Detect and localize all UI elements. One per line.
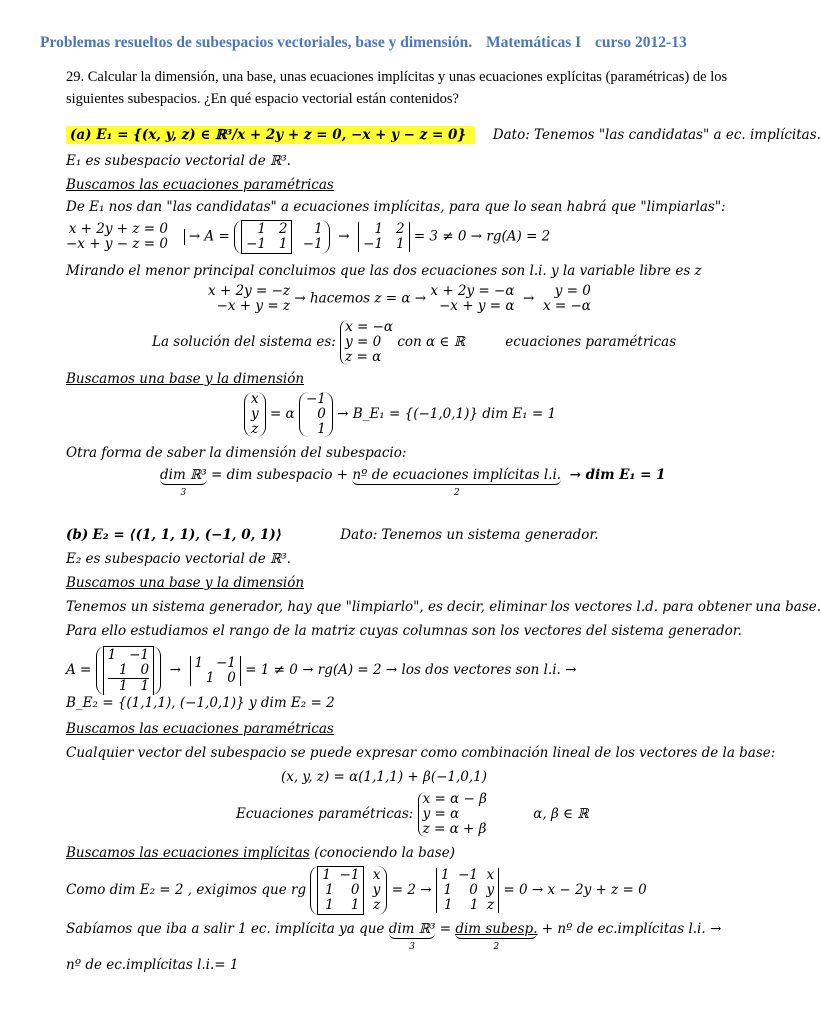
part-b-knew [66, 920, 722, 952]
part-a-minor-text: Mirando el menor principal concluimos que las dos ecuaciones son l.i. y la variable libre es z [66, 263, 702, 279]
system-2-eq: −x + y = α [439, 298, 515, 314]
matrix-b-cell: 1 [140, 678, 150, 694]
matrix-a-minor-box [241, 220, 292, 254]
part-b-label: (b) [66, 527, 89, 543]
part-a-param-label: ecuaciones paramétricas [505, 334, 677, 350]
part-a-equations [66, 222, 168, 252]
part-a-alpha-in: con α ∈ ℝ [397, 334, 465, 350]
matrix-rg-cell: z [373, 897, 381, 913]
part-a-eq-2: −x + y − z = 0 [66, 236, 168, 252]
direction-vector-cell: 0 [317, 406, 326, 422]
part-b-implicit-calc [66, 866, 647, 915]
matrix-rg-cell: −1 [339, 867, 360, 883]
solution-eq: z = α [345, 349, 382, 365]
part-a-note: Dato: Tenemos "las candidatas" a ec. implícitas. [492, 127, 821, 143]
page-header [40, 34, 740, 52]
matrix-rg [310, 866, 387, 915]
part-b-heading [66, 526, 599, 544]
part-a-base-result: → B_E₁ = {(−1,0,1)} dim E₁ = 1 [337, 406, 557, 422]
part-a-eq-1: x + 2y + z = 0 [68, 221, 168, 237]
dim-r3-underbrace [160, 466, 207, 498]
dim-r3-value: 3 [180, 488, 187, 498]
matrix-b [96, 646, 161, 695]
direction-vector-cell: 1 [317, 421, 326, 437]
part-b-gen-text: Tenemos un sistema generador, hay que "limpiarlo", es decir, eliminar los vectores l.d. para obtener una base. [66, 599, 821, 615]
matrix-b-cell: 1 [118, 678, 128, 694]
matrix-a-cell: 1 [314, 221, 323, 237]
system-3-eq: x = −α [542, 298, 591, 314]
part-b-heading-implicit-label: Buscamos las ecuaciones implícitas [66, 845, 310, 861]
course: curso 2012-13 [595, 34, 687, 51]
det-b-cell: 0 [227, 669, 236, 686]
part-a-matrix-arrow: → A = [188, 228, 230, 245]
det-b-cell: −1 [215, 654, 236, 671]
part-a-system-matrix: x + 2y + z = 0 −x + y − z = 0 → A = 1 2 −1 1 1 −1 → 1 2 −1 1 = 3 ≠ 0 → rg(A) = 2 [66, 221, 551, 252]
det-cell: 1 [395, 236, 405, 252]
matrix-b-cell: 0 [140, 662, 150, 678]
direction-vector [299, 392, 333, 437]
part-a-heading-base: Buscamos una base y la dimensión [66, 371, 305, 387]
part-b-parametric [236, 792, 589, 837]
part-a-solution [152, 320, 676, 365]
vector-xyz [244, 392, 266, 437]
det-rg-cell: 1 [443, 882, 453, 898]
matrix-b-cell: 1 [118, 662, 128, 678]
part-b-definition: E₂ = ⟨(1, 1, 1), (−1, 0, 1)⟩ [92, 527, 282, 543]
det-rg-cell: 0 [469, 882, 478, 898]
matrix-a-cell: 2 [278, 221, 288, 237]
part-a-base-vectors [244, 392, 556, 437]
knew-dim: dim ℝ³ [388, 921, 436, 937]
part-a-right-brace [172, 229, 184, 245]
part-a-systems-chain: x + 2y = −z −x + y = z → hacemos z = α → x + 2y = −α −x + y = α → y = 0 x = −α [208, 283, 591, 314]
system-2-eq: x + 2y = −α [430, 283, 515, 299]
part-a-other-way: Otra forma de saber la dimensión del subespacio: [66, 445, 407, 461]
part-b-a-eq: A = [66, 662, 92, 678]
matrix-a-cell: 1 [257, 221, 266, 237]
implicit-eqs: nº de ecuaciones implícitas l.i. [352, 467, 562, 483]
det-rg-cell: 1 [444, 897, 453, 913]
dim-mid: = dim subespacio + [210, 467, 349, 483]
parametric-eq: x = α − β [422, 791, 487, 807]
system-3-eq: y = 0 [554, 283, 591, 299]
part-b-heading-parametric: Buscamos las ecuaciones paramétricas [66, 721, 334, 737]
det-cell: 1 [374, 221, 384, 237]
part-b-rank-text: Para ello estudiamos el rango de la matriz cuyas columnas son los vectores del sistema generador. [66, 623, 742, 639]
part-b-heading-base: Buscamos una base y la dimensión [66, 575, 305, 591]
part-a-solution-label: La solución del sistema es: [152, 334, 336, 350]
parametric-eq: y = α [422, 806, 460, 822]
implicit-eqs-value: 2 [453, 488, 460, 498]
matrix-rg-cell: 0 [350, 882, 360, 898]
part-b-base-line: B_E₂ = {(1,1,1), (−1,0,1)} y dim E₂ = 2 [66, 695, 335, 711]
solution-brace [340, 320, 393, 365]
part-b-rank-calc: A = 1 −1 1 0 1 1 → 1 −1 1 0 = 1 ≠ 0 → rg(A) = 2 → los dos vectores son l.i. → [66, 647, 577, 694]
part-b-knew-eq: = [439, 921, 452, 937]
direction-vector-cell: −1 [305, 391, 326, 407]
eq-alpha: = α [269, 406, 295, 422]
problem-statement-line-1: 29. Calcular la dimensión, una base, unas ecuaciones implícitas y unas ecuaciones explícitas (paramétricas) de los [66, 69, 728, 85]
matrix-rg-box [317, 866, 364, 915]
part-b-final: nº de ec.implícitas l.i.= 1 [66, 957, 239, 973]
part-a-det-result: = 3 ≠ 0 → rg(A) = 2 [413, 228, 551, 245]
part-b-det-result: = 1 ≠ 0 → rg(A) = 2 → los dos vectores son l.i. → [245, 662, 577, 678]
part-a-dim-formula [160, 466, 666, 498]
part-a-make-z: → hacemos z = α → [294, 290, 427, 307]
part-b-heading-implicit [66, 844, 455, 862]
matrix-a-cell: −1 [302, 236, 323, 252]
part-b-param-label: Ecuaciones paramétricas: [236, 806, 414, 822]
determinant-a [358, 222, 409, 252]
matrix-rg-cell: 1 [322, 867, 331, 883]
part-a-heading [66, 126, 821, 144]
matrix-a-cell: −1 [246, 236, 266, 252]
part-b-as-dim: Como dim E₂ = 2 , exigimos que rg [66, 882, 307, 898]
knew-dim-value: 3 [409, 942, 415, 952]
matrix-rg-cell: 1 [325, 897, 334, 913]
matrix-b-minor-box [103, 646, 154, 695]
matrix-a-cell: 1 [278, 236, 288, 252]
matrix-b-cell: −1 [129, 647, 150, 663]
part-b-params-in: α, β ∈ ℝ [533, 806, 589, 822]
part-b-comb-eq: (x, y, z) = α(1,1,1) + β(−1,0,1) [280, 769, 488, 785]
part-a-definition-highlight [66, 126, 475, 144]
det-rg-cell: 1 [469, 897, 479, 913]
matrix-a [234, 220, 330, 254]
document-title: Problemas resueltos de subespacios vectoriales, base y dimensión. [40, 34, 473, 51]
det-cell: −1 [363, 236, 384, 252]
determinant-b [190, 656, 241, 686]
system-1-eq: −x + y = z [216, 298, 291, 314]
part-a-label: (a) [70, 127, 92, 143]
det-rg-cell: x [486, 867, 495, 883]
vector-xyz-cell: z [251, 421, 259, 437]
part-a-definition: E₁ = {(x, y, z) ∈ ℝ³/x + 2y + z = 0, −x + y − z = 0} [96, 127, 467, 143]
dim-result: → dim E₁ = 1 [569, 467, 666, 483]
parametric-eq: z = α + β [422, 821, 487, 837]
knew-sub-value: 2 [493, 942, 500, 952]
part-a-heading-parametric: Buscamos las ecuaciones paramétricas [66, 177, 334, 193]
solution-eq: x = −α [345, 319, 394, 335]
det-b-cell: 1 [194, 654, 204, 671]
part-a-subspace: E₁ es subespacio vectorial de ℝ³. [66, 153, 291, 169]
part-b-impl-result: = 0 → x − 2y + z = 0 [503, 882, 647, 898]
system-1-eq: x + 2y = −z [208, 283, 291, 299]
part-b-knew-rest: + nº de ec.implícitas l.i. → [541, 921, 722, 937]
part-b-subspace: E₂ es subespacio vectorial de ℝ³. [66, 551, 291, 567]
det-b-cell: 1 [205, 669, 215, 686]
det-cell: 2 [395, 221, 405, 237]
part-b-comb-text: Cualquier vector del subespacio se puede expresar como combinación lineal de los vectores de la base: [66, 745, 776, 761]
knew-sub: dim subesp. [455, 921, 538, 937]
problem-statement-line-2: siguientes subespacios. ¿En qué espacio vectorial están contenidos? [66, 91, 459, 107]
knew-dim-underbrace [388, 920, 436, 952]
matrix-rg-cell: x [372, 867, 381, 883]
det-rg-cell: 1 [440, 867, 450, 883]
part-b-knew-text: Sabíamos que iba a salir 1 ec. implícita ya que [66, 921, 385, 937]
matrix-b-cell: 1 [107, 647, 117, 663]
implicit-eqs-underbrace [352, 466, 562, 498]
matrix-rg-cell: y [372, 882, 381, 898]
part-b-rg-eq: = 2 → [391, 882, 432, 898]
subject: Matemáticas I [486, 34, 582, 51]
vector-xyz-cell: x [251, 391, 259, 407]
part-b-note: Dato: Tenemos un sistema generador. [340, 527, 599, 543]
part-b-heading-implicit-note: (conociendo la base) [314, 845, 455, 861]
det-rg-cell: −1 [458, 867, 478, 883]
vector-xyz-cell: y [251, 406, 259, 422]
dim-r3: dim ℝ³ [160, 467, 207, 483]
knew-sub-underbrace [455, 920, 538, 952]
determinant-rg [436, 868, 499, 913]
solution-eq: y = 0 [345, 334, 382, 350]
matrix-rg-cell: 1 [325, 882, 334, 898]
part-a-intro: De E₁ nos dan "las candidatas" a ecuaciones implícitas, para que lo sean habrá que "limpiarlas": [66, 199, 726, 215]
matrix-rg-cell: 1 [350, 897, 360, 913]
parametric-brace [418, 792, 487, 837]
det-rg-cell: z [487, 897, 495, 913]
det-rg-cell: y [486, 882, 495, 898]
